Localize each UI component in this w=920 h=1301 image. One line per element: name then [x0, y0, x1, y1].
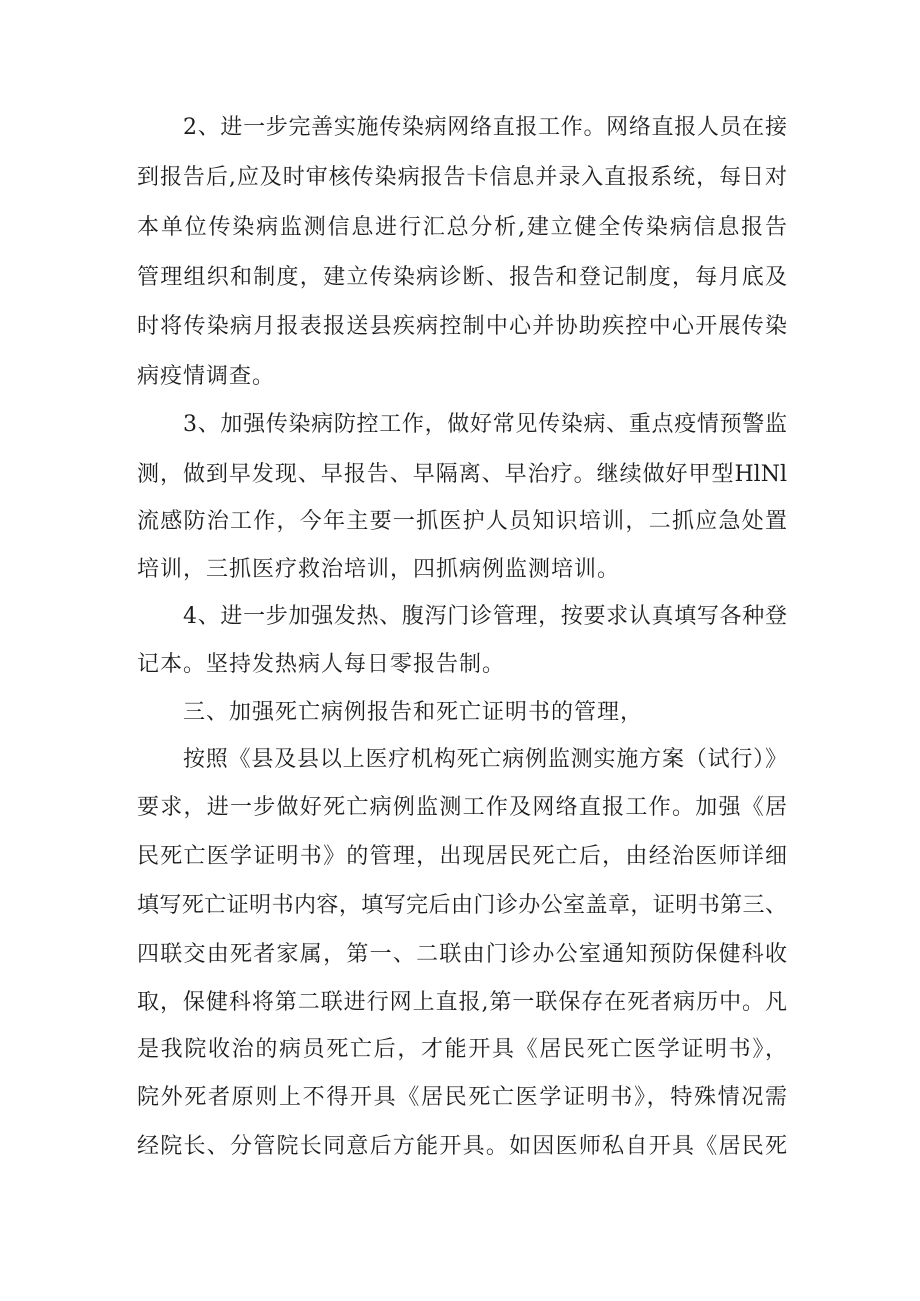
section-heading: 三、加强死亡病例报告和死亡证明书的管理， [183, 700, 644, 725]
paragraph-1-line: 2、进一步完善实施传染病网络直报工作。网络直报人员在接 [183, 115, 787, 140]
paragraph-1-line: 病疫情调查。 [137, 364, 276, 389]
paragraph-5-line: 院外死者原则上不得开具《居民死亡医学证明书》，特殊情况需 [137, 1085, 787, 1110]
paragraph-5-line: 经院长、分管院长同意后方能开具。如因医师私自开具《居民死 [137, 1134, 787, 1159]
paragraph-3-line: 4、进一步加强发热、腹泻门诊管理，按要求认真填写各种登 [183, 604, 787, 629]
paragraph-2-line: 测，做到早发现、早报告、早隔离、早治疗。继续做好甲型HlNl [137, 462, 787, 487]
paragraph-3-line: 记本。坚持发热病人每日零报告制。 [137, 652, 506, 677]
paragraph-1-line: 到报告后,应及时审核传染病报告卡信息并录入直报系统，每日对 [137, 165, 787, 190]
paragraph-5-line: 要求，进一步做好死亡病例监测工作及网络直报工作。加强《居 [137, 795, 787, 820]
paragraph-5-line: 民死亡医学证明书》的管理，出现居民死亡后，由经治医师详细 [137, 844, 787, 869]
paragraph-2-line: 培训，三抓医疗救治培训，四抓病例监测培训。 [137, 557, 621, 582]
paragraph-5-line: 是我院收治的病员死亡后，才能开具《居民死亡医学证明书》， [137, 1037, 787, 1062]
paragraph-2-line: 流感防治工作，今年主要一抓医护人员知识培训，二抓应急处置 [137, 509, 787, 534]
paragraph-5-line: 填写死亡证明书内容，填写完后由门诊办公室盖章，证明书第三、 [137, 893, 787, 918]
paragraph-5-line: 四联交由死者家属，第一、二联由门诊办公室通知预防保健科收 [137, 942, 787, 967]
paragraph-1-line: 时将传染病月报表报送县疾病控制中心并协助疾控中心开展传染 [137, 314, 787, 339]
paragraph-2-line: 3、加强传染病防控工作，做好常见传染病、重点疫情预警监 [183, 412, 787, 437]
paragraph-1-line: 本单位传染病监测信息进行汇总分析,建立健全传染病信息报告 [137, 215, 787, 240]
paragraph-5-line: 取，保健科将第二联进行网上直报,第一联保存在死者病历中。凡 [137, 990, 787, 1015]
paragraph-1-line: 管理组织和制度，建立传染病诊断、报告和登记制度，每月底及 [137, 265, 787, 290]
paragraph-5-line: 按照《县及县以上医疗机构死亡病例监测实施方案（试行）》 [183, 747, 787, 772]
